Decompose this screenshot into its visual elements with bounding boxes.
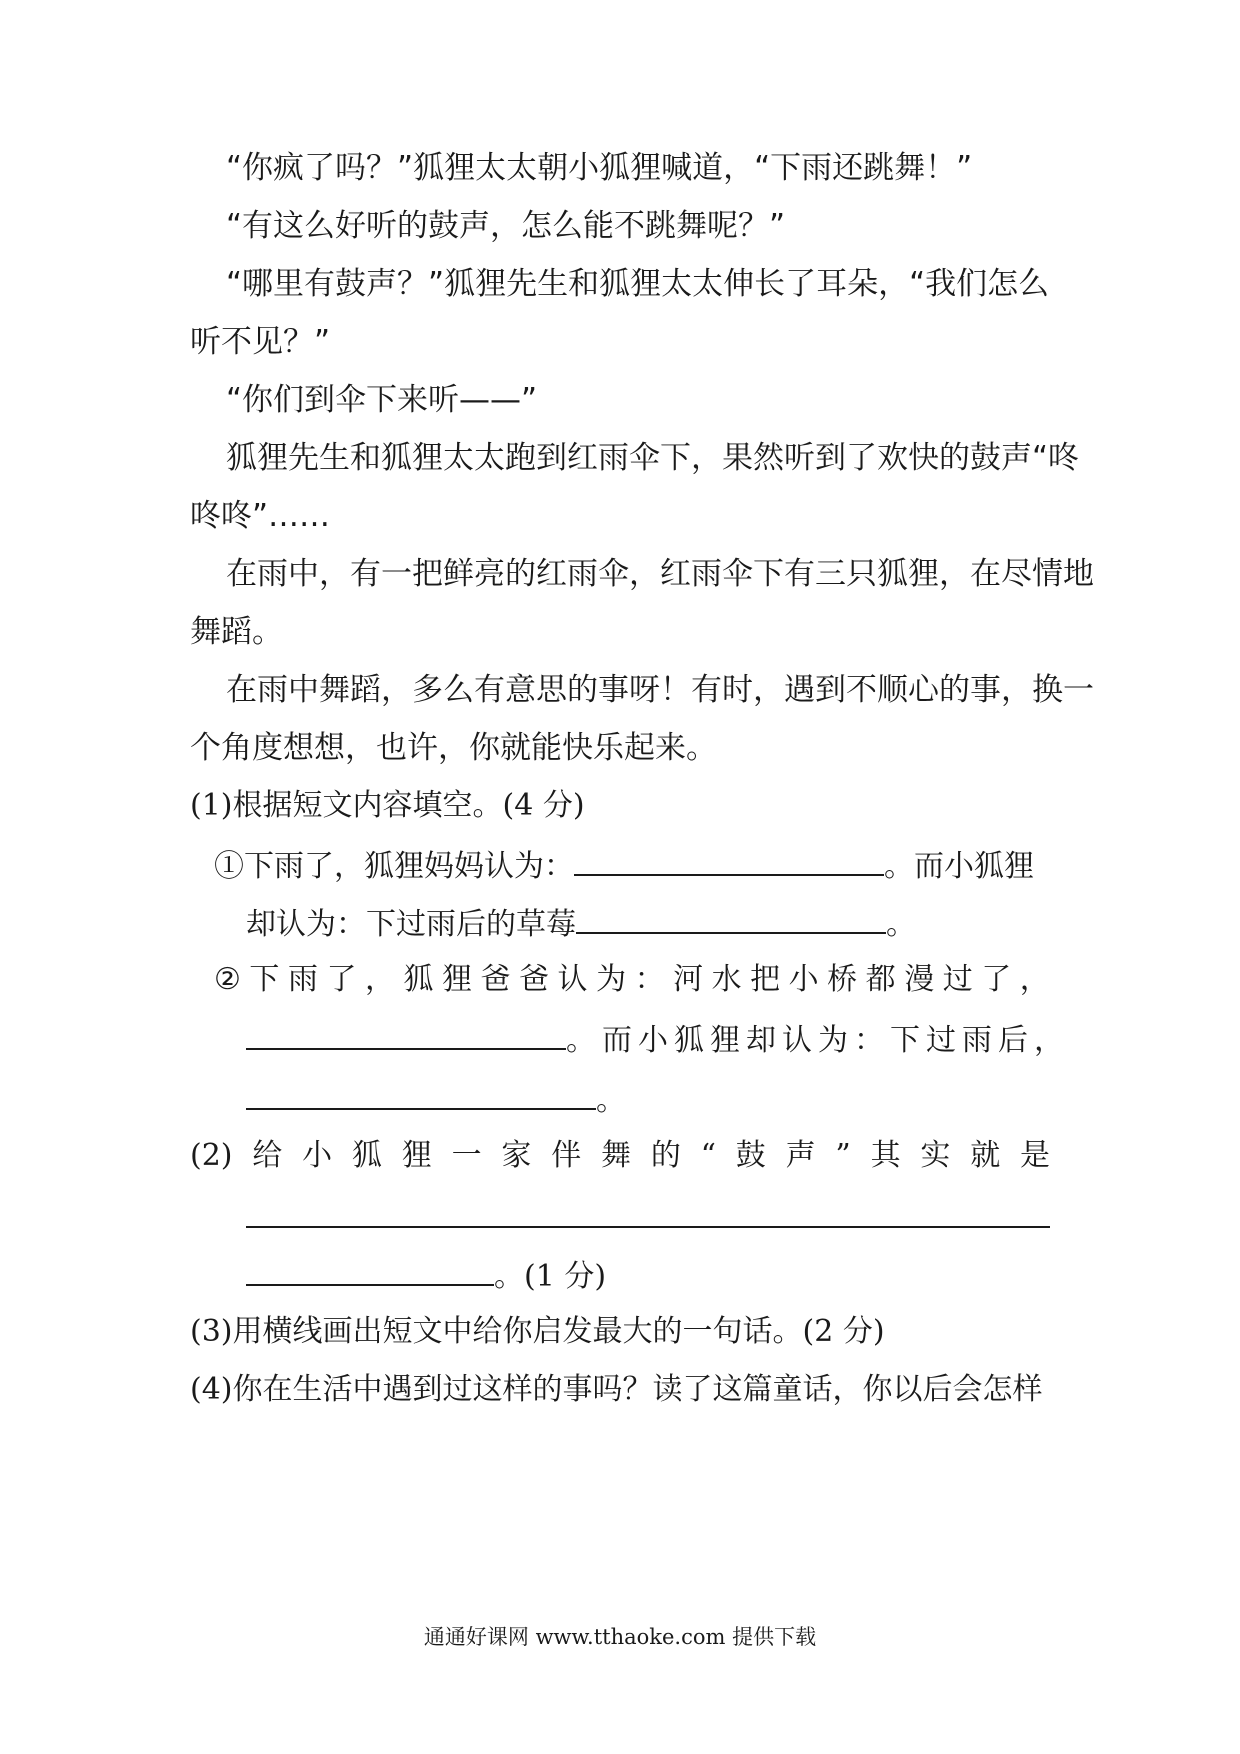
char: 漫	[904, 962, 935, 997]
char: 爸	[519, 962, 550, 997]
question-1-item-b-suffix: 。	[886, 907, 916, 942]
story-paragraph-4: “你们到伞下来听——”	[226, 382, 538, 418]
char: 小	[788, 962, 819, 997]
char: 河	[673, 962, 704, 997]
question-1-item-a-suffix: 。而小狐狸	[884, 849, 1034, 884]
char: ，	[1019, 962, 1050, 997]
char: 过	[942, 962, 973, 997]
question-1-item-b	[246, 902, 1116, 942]
char: 了	[981, 962, 1012, 997]
answer-blank-2a[interactable]	[246, 1196, 1050, 1228]
char: 就	[970, 1138, 1001, 1173]
char: 伴	[551, 1138, 582, 1173]
char: 声	[785, 1138, 816, 1173]
char: 雨	[287, 962, 318, 997]
question-2-answer-line-2	[246, 1254, 1116, 1294]
answer-blank-1c[interactable]	[246, 1018, 566, 1050]
char: 家	[501, 1138, 532, 1173]
question-2-title	[190, 1136, 1050, 1176]
char: 给	[252, 1138, 283, 1173]
char: 水	[711, 962, 742, 997]
char: 狐	[403, 962, 434, 997]
page-footer: 通通好课网 www.tthaoke.com 提供下载	[423, 1625, 817, 1649]
char: 舞	[601, 1138, 631, 1173]
question-1-item-c	[214, 960, 1050, 1000]
story-paragraph-6-line-1: 在雨中，有一把鲜亮的红雨伞，红雨伞下有三只狐狸，在尽情地	[226, 556, 1094, 592]
char: 认	[557, 962, 588, 997]
question-1-item-b-prefix: 却认为：下过雨后的草莓	[246, 907, 576, 942]
char: 实	[920, 1138, 951, 1173]
char: 是	[1020, 1138, 1050, 1173]
char: 其	[870, 1138, 901, 1173]
question-2-answer-line-1	[246, 1196, 1116, 1236]
char: 的	[650, 1138, 681, 1173]
char: 狐	[351, 1138, 382, 1173]
char: ，	[364, 962, 395, 997]
question-3-title: (3)用横线画出短文中给你启发最大的一句话。(2 分)	[190, 1314, 885, 1349]
char: (2)	[190, 1138, 233, 1173]
answer-blank-1a[interactable]	[574, 844, 884, 876]
question-1-item-a	[214, 844, 1084, 884]
char: 下	[249, 962, 280, 997]
question-2-suffix: 。(1 分)	[494, 1259, 607, 1294]
char: ：	[634, 962, 665, 997]
char: 鼓	[735, 1138, 766, 1173]
story-paragraph-7-line-1: 在雨中舞蹈，多么有意思的事呀！有时，遇到不顺心的事，换一	[226, 672, 1094, 708]
story-paragraph-6-line-2: 舞蹈。	[190, 614, 283, 650]
char: 爸	[480, 962, 511, 997]
story-paragraph-2: “有这么好听的鼓声，怎么能不跳舞呢？”	[226, 208, 786, 244]
answer-blank-2b[interactable]	[246, 1254, 494, 1286]
answer-blank-1b[interactable]	[576, 902, 886, 934]
char: 桥	[827, 962, 858, 997]
question-1-item-a-prefix: ①下雨了，狐狸妈妈认为：	[214, 849, 574, 884]
char: 把	[750, 962, 781, 997]
story-paragraph-3-line-2: 听不见？”	[190, 324, 331, 360]
question-1-title: (1)根据短文内容填空。(4 分)	[190, 788, 585, 823]
answer-blank-1d[interactable]	[246, 1078, 596, 1110]
char: 一	[451, 1138, 482, 1173]
story-paragraph-7-line-2: 个角度想想，也许，你就能快乐起来。	[190, 730, 717, 766]
char: 狸	[401, 1138, 432, 1173]
story-paragraph-1: “你疯了吗？”狐狸太太朝小狐狸喊道，“下雨还跳舞！”	[226, 150, 973, 186]
char: 为	[596, 962, 627, 997]
char: 小	[302, 1138, 333, 1173]
question-1-item-d-middle: 。而小狐狸却认为：下过雨后，	[566, 1023, 1070, 1058]
question-1-item-e-suffix: 。	[596, 1083, 626, 1118]
char: 狸	[442, 962, 472, 997]
char: 了	[326, 962, 357, 997]
story-paragraph-3-line-1: “哪里有鼓声？”狐狸先生和狐狸太太伸长了耳朵，“我们怎么	[226, 266, 1050, 302]
question-4-title: (4)你在生活中遇到过这样的事吗？读了这篇童话，你以后会怎样	[190, 1372, 1043, 1407]
char: ”	[835, 1138, 851, 1173]
question-1-item-e	[246, 1078, 1116, 1118]
question-1-item-d	[246, 1018, 1116, 1058]
char: “	[700, 1138, 716, 1173]
char: ②	[214, 962, 241, 997]
char: 都	[865, 962, 896, 997]
story-paragraph-5-line-2: 咚咚”……	[190, 498, 331, 534]
story-paragraph-5-line-1: 狐狸先生和狐狸太太跑到红雨伞下，果然听到了欢快的鼓声“咚	[226, 440, 1080, 476]
